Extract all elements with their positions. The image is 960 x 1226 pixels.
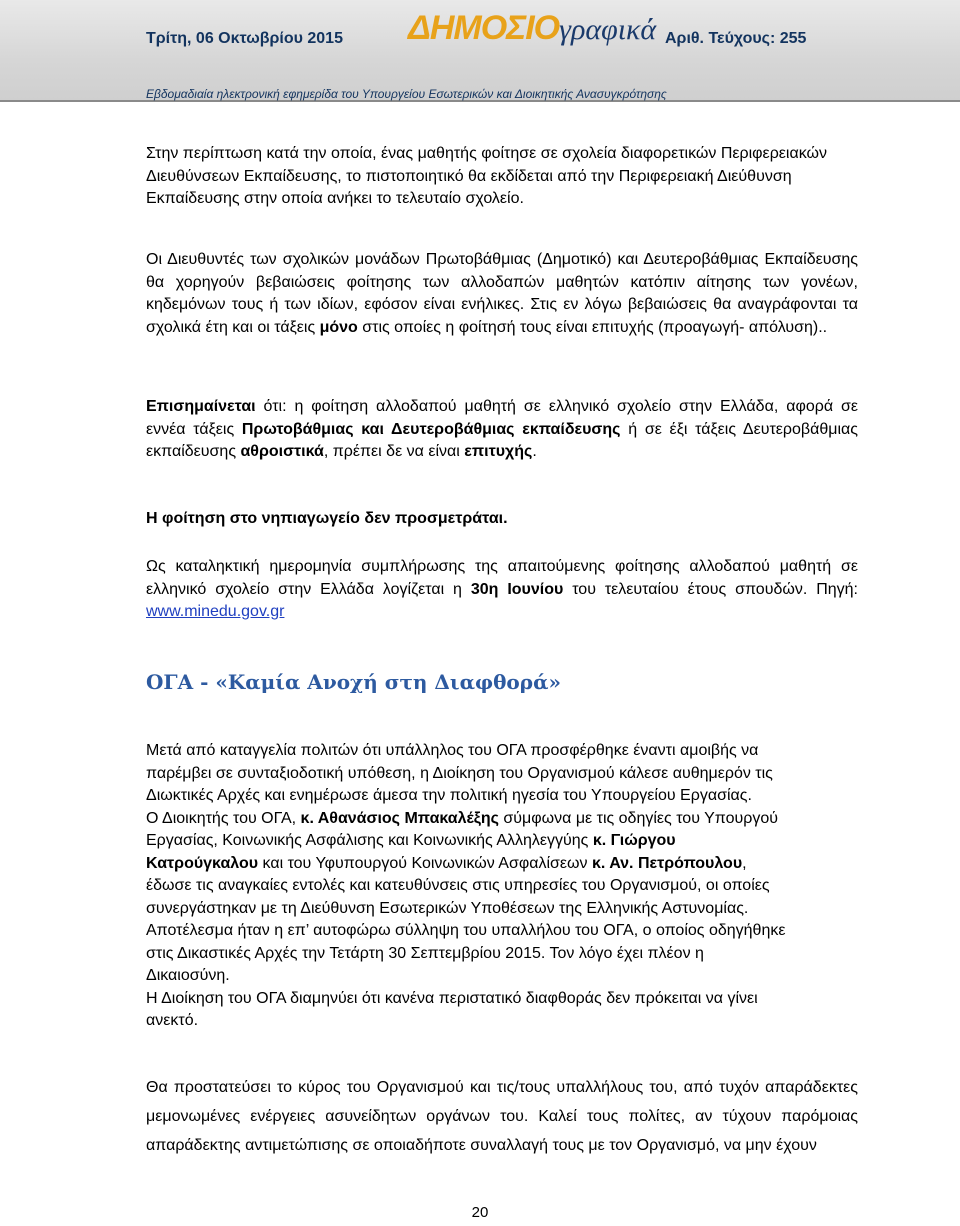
paragraph-4: Η φοίτηση στο νηπιαγωγείο δεν προσμετράται. [146,510,508,527]
paragraph-1: Στην περίπτωση κατά την οποία, ένας μαθητής φοίτησε σε σχολεία διαφορετικών Περιφερειακών Διευθύνσεων Εκπαίδευσης, το πιστοποιητικό θα εκδίδεται από την Περιφερειακή Διεύθυνση Εκπαίδευσης στην οποία ανήκει το τελευταίο σχολείο. [146,145,828,207]
issue-number: Αριθ. Τεύχους: 255 [665,30,807,47]
paragraph-2: Οι Διευθυντές των σχολικών μονάδων Πρωτοβάθμιας (Δημοτικό) και Δευτεροβάθμιας Εκπαίδευσης θα χορηγούν βεβαιώσεις φοίτησης των αλλοδαπών μαθητών κατόπιν αίτησης των γονέων, κηδεμόνων τους ή των ιδίων, εφόσον είναι ενήλικες. Στις εν λόγω βεβαιώσεις θα αναγράφονται τα σχολικά έτη και οι τάξεις μόνο στις οποίες η φοίτησή τους είναι επιτυχής (προαγωγή- απόλυση).. [146,251,858,336]
paragraph-7: Θα προστατεύσει το κύρος του Οργανισμού και τις/τους υπαλλήλους του, από τυχόν απαράδεκτες μεμονωμένες ενέργειες ασυνείδητων οργάνων του. Καλεί τους πολίτες, αν τύχουν παρόμοιας απαράδεκτης αντιμετώπισης σε οποιαδήποτε συναλλαγή τους με τον Οργανισμό, να μην έχουν [146,1079,858,1154]
page-number: 20 [471,1204,489,1221]
issue-date: Τρίτη, 06 Οκτωβρίου 2015 [146,30,343,47]
paragraph-3: Επισημαίνεται ότι: η φοίτηση αλλοδαπού μαθητή σε ελληνικό σχολείο στην Ελλάδα, αφορά σε εννέα τάξεις Πρωτοβάθμιας και Δευτεροβάθμιας εκπαίδευσης ή σε έξι τάξεις Δευτεροβάθμιας εκπαίδευσης αθροιστικά, πρέπει δε να είναι επιτυχής. [146,398,858,460]
section-title: ΟΓΑ - «Καμία Ανοχή στη Διαφθορά» [146,670,561,694]
newspaper-subtitle: Εβδομαδιαία ηλεκτρονική εφημερίδα του Υπουργείου Εσωτερικών και Διοικητικής Ανασυγκρότησης [146,87,667,101]
paragraph-6: Μετά από καταγγελία πολιτών ότι υπάλληλος του ΟΓΑ προσφέρθηκε έναντι αμοιβής να παρέμβει σε συνταξιοδοτική υπόθεση, η Διοίκηση του Οργανισμού κάλεσε αυθημερόν τις Διωκτικές Αρχές και ενημέρωσε άμεσα την πολιτική ηγεσία του Υπουργείου Εργασίας. Ο Διοικητής του ΟΓΑ, κ. Αθανάσιος Μπακαλέξης σύμφωνα με τις οδηγίες του Υπουργού Εργασίας, Κοινωνικής Ασφάλισης και Κοινωνικής Αλληλεγγύης κ. Γιώργου Κατρούγκαλου και του Υφυπουργού Κοινωνικών Ασφαλίσεων κ. Αν. Πετρόπουλου, έδωσε τις αναγκαίες εντολές και κατευθύνσεις στις υπηρεσίες του Οργανισμού, οι οποίες συνεργάστηκαν με τη Διεύθυνση Εσωτερικών Υποθέσεων της Ελληνικής Αστυνομίας. Αποτέλεσμα ήταν η επ’ αυτοφώρω σύλληψη του υπαλλήλου του ΟΓΑ, ο οποίος οδηγήθηκε στις Δικαστικές Αρχές την Τετάρτη 30 Σεπτεμβρίου 2015. Τον λόγο έχει πλέον η Δικαιοσύνη. Η Διοίκηση του ΟΓΑ διαμηνύει ότι κανένα περιστατικό διαφθοράς δεν πρόκειται να γίνει ανεκτό. [146,742,786,1029]
paragraph-5: Ως καταληκτική ημερομηνία συμπλήρωσης της απαιτούμενης φοίτησης αλλοδαπού μαθητή σε ελληνικό σχολείο στην Ελλάδα λογίζεται η 30η Ιουνίου του τελευταίου έτους σπουδών. Πηγή: www.minedu.gov.gr [146,558,858,620]
page-header [0,0,960,102]
source-link[interactable]: www.minedu.gov.gr [146,603,285,620]
newspaper-logo: ΔΗΜΟΣΙΟγραφικά [408,9,657,47]
